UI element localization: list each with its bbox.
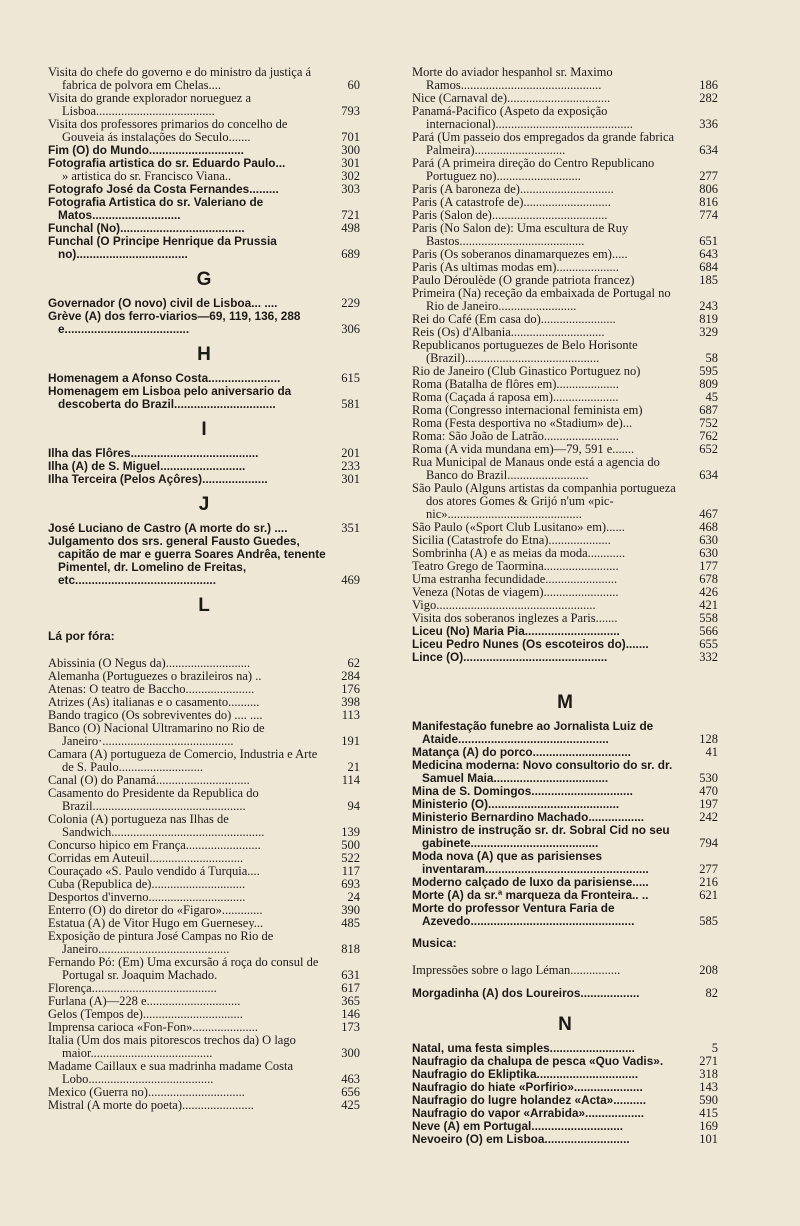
index-entry [412,66,718,92]
entry-title: São Paulo («Sport Club Lusitano» em)...... [412,520,625,534]
section-letter-g: G [196,269,212,290]
entry-title: Florença........................................ [48,981,217,995]
entry-title: Medicina moderna: Novo consultorio do sr. dr. Samuel Maia................................... [412,758,673,785]
i-entries [48,447,360,486]
entry-title: Exposição de pintura José Campas no Rio de Janeiro.......................................... [48,929,274,956]
entry-title: Manifestação funebre ao Jornalista Luiz de Ataide.............................................. [412,719,654,746]
entry-title: Naufragio do lugre holandez «Acta».......... [412,1093,647,1107]
musica-label: Musica: [412,936,457,950]
entry-page-number: 463 [341,1072,360,1086]
index-entry [48,813,360,839]
index-entry [412,651,718,664]
index-entry [412,456,718,482]
entry-title: Desportos d'inverno............................... [48,890,246,904]
entry-page-number: 500 [341,838,360,852]
entry-page-number: 186 [699,78,718,92]
entry-page-number: 303 [341,182,360,196]
entry-title: Roma (Festa desportiva no «Stadium» de)... [412,416,633,430]
entry-title: Gelos (Tempos de)................................ [48,1007,243,1021]
entry-title: Ilha (A) de S. Miguel.......................... [48,459,246,473]
index-entry [412,105,718,131]
entry-title: Ilha Terceira (Pelos Açôres).................... [48,472,268,486]
index-entry [412,759,718,785]
entry-title: Casamento do Presidente da Republica do Brazil................................................. [48,786,259,813]
index-entry [412,720,718,746]
entry-page-number: 762 [699,429,718,443]
entry-page-number: 617 [341,981,360,995]
index-entry [48,787,360,813]
entry-title: Julgamento dos srs. general Fausto Guedes, capitão de mar e guerra Soares Andrêa, tenente Pimentel, dr. Lomelino de Freitas, etc........................................... [48,534,326,587]
entry-title: Bando tragico (Os sobreviventes do) .... .... [48,708,263,722]
entry-page-number: 684 [699,260,718,274]
entry-title: Grève (A) dos ferro-viarios—69, 119, 136, 288 e...................................... [48,309,301,336]
entry-page-number: 498 [341,221,360,235]
entry-title: Visita do grande explorador norueguez a Lisboa...................................... [48,91,251,118]
index-entry [412,222,718,248]
index-entry [412,964,718,977]
index-entry [48,722,360,748]
entry-title: Pará (Um passeio dos empregados da grande fabrica Palmeira)............................. [412,130,675,157]
entry-title: Lince (O)............................................ [412,650,608,664]
entry-page-number: 242 [699,810,718,824]
entry-page-number: 177 [699,559,718,573]
index-entry [48,1099,360,1112]
entry-title: Rio de Janeiro (Club Ginastico Portuguez no) [412,364,641,378]
entry-title: Funchal (No)...................................... [48,221,245,235]
index-entry [48,92,360,118]
section-letter-j: J [198,494,210,515]
entry-page-number: 24 [347,890,360,904]
entry-page-number: 201 [341,446,360,460]
entry-title: Nice (Carnaval de)................................. [412,91,611,105]
section-letter-n: N [558,1014,572,1035]
entry-page-number: 426 [699,585,718,599]
entry-title: Ministerio (O)........................................ [412,797,620,811]
section-letter-m: M [557,692,573,713]
entry-title: Homenagem em Lisboa pelo aniversario da descoberta do Brazil............................... [48,384,292,411]
g-entries [48,297,360,336]
entry-page-number: 467 [699,507,718,521]
entry-page-number: 41 [705,745,718,759]
entry-title: Ministro de instrução sr. dr. Sobral Cid no seu gabinete....................................... [412,823,670,850]
entry-title: Roma (Caçada á raposa em)..................... [412,390,619,404]
entry-page-number: 390 [341,903,360,917]
entry-page-number: 774 [699,208,718,222]
index-entry [48,956,360,982]
entry-title: Abissinia (O Negus da)........................... [48,656,251,670]
index-entry [48,930,360,956]
f-group [48,144,360,261]
j-entries [48,522,360,587]
entry-title: Funchal (O Principe Henrique da Prussia no).................................. [48,234,277,261]
index-entry [412,850,718,876]
entry-title: Alemanha (Portuguezes o brazileiros na) .. [48,669,262,683]
entry-title: Primeira (Na) receção da embaixada de Portugal no Rio de Janeiro......................... [412,286,671,313]
entry-page-number: 651 [699,234,718,248]
entry-page-number: 101 [699,1132,718,1146]
entry-page-number: 277 [699,169,718,183]
entry-title: Ilha das Flôres....................................... [48,446,259,460]
entry-title: Vigo................................................... [412,598,596,612]
entry-title: Roma (Batalha de flôres em).................... [412,377,619,391]
entry-title: Morte do aviador hespanhol sr. Maximo Ramos............................................. [412,65,613,92]
index-entry [48,385,360,411]
entry-title: Paris (No Salon de): Uma escultura de Ruy Bastos........................................ [412,221,629,248]
entry-page-number: 21 [347,760,360,774]
entry-title: Liceu (No) Maria Pia............................. [412,624,620,638]
entry-title: Ministerio Bernardino Machado................. [412,810,645,824]
entry-page-number: 818 [341,942,360,956]
entry-title: Concurso hipico em França........................ [48,838,261,852]
h-entries [48,372,360,411]
entry-page-number: 332 [699,650,718,664]
entry-page-number: 300 [341,143,360,157]
index-entry [412,902,718,928]
entry-page-number: 689 [341,247,360,261]
entry-title: Morte do professor Ventura Faria de Azevedo.................................................. [412,901,635,928]
entry-title: Naufragio do hiate «Porfirio»..................... [412,1080,643,1094]
entry-page-number: 530 [699,771,718,785]
index-entry [412,482,718,521]
entry-title: Morte (A) da sr.ª marqueza da Fronteira.. .. [412,888,649,902]
index-entry [48,118,360,144]
entry-title: Nevoeiro (O) em Lisboa.......................... [412,1132,630,1146]
entry-page-number: 806 [699,182,718,196]
index-entry [48,1060,360,1086]
entry-title: Canal (O) do Panamá.............................. [48,773,250,787]
entry-page-number: 652 [699,442,718,456]
entry-page-number: 522 [341,851,360,865]
entry-page-number: 58 [705,351,718,365]
entry-page-number: 185 [699,273,718,287]
entry-title: Estatua (A) de Vitor Hugo em Guernesey... [48,916,264,930]
entry-page-number: 146 [341,1007,360,1021]
entry-title: Mexico (Guerra no)............................... [48,1085,245,1099]
entry-page-number: 421 [699,598,718,612]
entry-page-number: 94 [347,799,360,813]
entry-page-number: 655 [699,637,718,651]
entry-page-number: 271 [699,1054,718,1068]
entry-page-number: 615 [341,371,360,385]
entry-page-number: 585 [699,914,718,928]
entry-title: Fernando Pó: (Em) Uma excursão á roça do consul de Portugal sr. Joaquim Machado. [48,955,319,982]
index-entry [48,748,360,774]
morgadinha-entry [412,987,718,1000]
entry-page-number: 470 [699,784,718,798]
entry-page-number: 643 [699,247,718,261]
entry-page-number: 634 [699,143,718,157]
entry-title: Italia (Um dos mais pitorescos trechos da) O lago maior....................................... [48,1033,296,1060]
la-por-fora-label: Lá por fóra: [48,629,115,643]
entry-page-number: 117 [341,864,360,878]
entry-title: Furlana (A)—228 e.............................. [48,994,241,1008]
entry-page-number: 5 [711,1041,718,1055]
entry-page-number: 398 [341,695,360,709]
entry-title: Paris (As ultimas modas em).................... [412,260,619,274]
entry-title: Paris (Salon de)..................................... [412,208,608,222]
section-letter-l: L [198,595,210,616]
entry-page-number: 687 [699,403,718,417]
entry-title: Atrizes (As) italianas e o casamento.......... [48,695,260,709]
entry-title: Camara (A) portugueza de Comercio, Industria e Arte de S. Paulo........................... [48,747,318,774]
entry-title: Madame Caillaux e sua madrinha madame Costa Lobo........................................ [48,1059,294,1086]
l-continued-entries [412,66,718,664]
entry-page-number: 139 [341,825,360,839]
entry-title: Pará (A primeira direção do Centro Republicano Portuguez no)........................... [412,156,655,183]
m-entries [412,720,718,928]
entry-page-number: 169 [699,1119,718,1133]
entry-page-number: 82 [705,986,718,1000]
v-group [48,66,360,144]
entry-title: Rei do Café (Em casa do)........................ [412,312,616,326]
entry-page-number: 176 [341,682,360,696]
entry-page-number: 216 [699,875,718,889]
entry-title: Reis (Os) d'Albania.............................. [412,325,605,339]
entry-page-number: 693 [341,877,360,891]
entry-page-number: 306 [341,322,360,336]
entry-title: Rua Municipal de Manaus onde está a agencia do Banco do Brazil.......................... [412,455,660,482]
entry-page-number: 793 [341,104,360,118]
entry-title: Homenagem a Afonso Costa...................... [48,371,281,385]
entry-title: Fotografo José da Costa Fernandes......... [48,182,279,196]
entry-page-number: 566 [699,624,718,638]
index-entry [412,157,718,183]
entry-page-number: 60 [347,78,360,92]
entry-title: Neve (A) em Portugal............................ [412,1119,624,1133]
entry-page-number: 415 [699,1106,718,1120]
entry-page-number: 208 [699,963,718,977]
entry-page-number: 809 [699,377,718,391]
entry-title: Roma (A vida mundana em)—79, 591 e....... [412,442,635,456]
entry-title: Paris (A baroneza de).............................. [412,182,614,196]
entry-title: Republicanos portuguezes de Belo Horisonte (Brazil)........................................... [412,338,638,365]
index-entry [412,339,718,365]
entry-title: Naufragio da chalupa de pesca «Quo Vadis». [412,1054,664,1068]
entry-page-number: 229 [341,296,360,310]
entry-page-number: 284 [341,669,360,683]
entry-title: Atenas: O teatro de Baccho...................... [48,682,255,696]
entry-title: Teatro Grego de Taormina........................ [412,559,619,573]
entry-page-number: 277 [699,862,718,876]
entry-page-number: 300 [341,1046,360,1060]
entry-page-number: 752 [699,416,718,430]
entry-page-number: 197 [699,797,718,811]
entry-page-number: 581 [341,397,360,411]
index-entry [48,1034,360,1060]
entry-title: Paris (A catastrofe de)............................ [412,195,611,209]
entry-title: Matança (A) do porco.............................. [412,745,631,759]
index-entry [48,66,360,92]
index-entry [412,131,718,157]
entry-page-number: 468 [699,520,718,534]
entry-title: Banco (O) Nacional Ultramarino no Rio de Janeiro·.......................................... [48,721,265,748]
entry-page-number: 143 [699,1080,718,1094]
entry-page-number: 45 [705,390,718,404]
entry-title: Veneza (Notas de viagem)........................ [412,585,619,599]
entry-page-number: 282 [699,91,718,105]
right-column [412,66,718,1146]
left-column [48,66,360,1112]
entry-page-number: 656 [341,1085,360,1099]
entry-title: Corridas em Auteuil.............................. [48,851,244,865]
entry-title: Colonia (A) portugueza nas Ilhas de Sandwich................................................. [48,812,265,839]
entry-page-number: 595 [699,364,718,378]
entry-page-number: 301 [341,156,360,170]
entry-page-number: 621 [699,888,718,902]
entry-page-number: 173 [341,1020,360,1034]
l-entries [48,657,360,1112]
entry-page-number: 329 [699,325,718,339]
entry-page-number: 114 [341,773,360,787]
entry-title: Liceu Pedro Nunes (Os escoteiros do)....... [412,637,649,651]
index-entry [412,987,718,1000]
index-entry [48,196,360,222]
entry-page-number: 816 [699,195,718,209]
n-entries [412,1042,718,1146]
entry-page-number: 721 [341,208,360,222]
index-entry [412,1133,718,1146]
entry-page-number: 634 [699,468,718,482]
entry-title: Cuba (Republica de).............................. [48,877,246,891]
index-entry [412,287,718,313]
entry-title: Imprensa carioca «Fon-Fon»..................... [48,1020,259,1034]
entry-title: Naufragio do vapor «Arrabida».................. [412,1106,645,1120]
entry-page-number: 191 [341,734,360,748]
entry-title: Sicilia (Catastrofe do Etna).................... [412,533,611,547]
entry-page-number: 701 [341,130,360,144]
entry-title: Paris (Os soberanos dinamarquezes em)..... [412,247,628,261]
entry-title: Visita dos professores primarios do concelho de Gouveia ás instalações do Seculo....... [48,117,288,144]
entry-page-number: 62 [347,656,360,670]
entry-title: Roma: São João de Latrão........................ [412,429,619,443]
entry-title: Natal, uma festa simples.......................... [412,1041,635,1055]
entry-page-number: 301 [341,472,360,486]
entry-page-number: 113 [341,708,360,722]
entry-title: Fim (O) do Mundo............................. [48,143,244,157]
entry-page-number: 318 [699,1067,718,1081]
section-letter-i: I [201,419,207,440]
entry-page-number: 365 [341,994,360,1008]
entry-title: Uma estranha fecundidade....................... [412,572,618,586]
entry-title: Impressões sobre o lago Léman................ [412,963,621,977]
index-entry [48,235,360,261]
entry-page-number: 631 [341,968,360,982]
entry-title: Visita do chefe do governo e do ministro da justiça á fabrica de polvora em Chelas.... [48,65,312,92]
entry-page-number: 819 [699,312,718,326]
entry-page-number: 233 [341,459,360,473]
entry-title: Moderno calçado de luxo da parisiense..... [412,875,649,889]
entry-title: Mistral (A morte do poeta)....................... [48,1098,254,1112]
index-entry [48,310,360,336]
entry-title: » artistica do sr. Francisco Viana.. [62,169,232,183]
index-entry [48,473,360,486]
entry-page-number: 485 [341,916,360,930]
entry-page-number: 678 [699,572,718,586]
entry-page-number: 128 [699,732,718,746]
entry-page-number: 336 [699,117,718,131]
entry-page-number: 590 [699,1093,718,1107]
entry-page-number: 794 [699,836,718,850]
index-entry [48,535,360,587]
entry-title: Mina de S. Domingos............................... [412,784,633,798]
entry-page-number: 302 [341,169,360,183]
entry-title: São Paulo (Alguns artistas da companhia portugueza dos atores Gomes & Grijó n'um «pic-nic»........................................... [412,481,676,521]
index-entry [412,824,718,850]
entry-title: Visita dos soberanos inglezes a Paris....... [412,611,618,625]
entry-page-number: 351 [341,521,360,535]
musica-entries [412,964,718,977]
entry-title: Sombrinha (A) e as meias da moda............ [412,546,626,560]
entry-title: Moda nova (A) que as parisienses inventaram.................................................. [412,849,649,876]
entry-title: Fotografia artistica do sr. Eduardo Paulo... [48,156,286,170]
section-letter-h: H [197,344,211,365]
entry-page-number: 630 [699,546,718,560]
entry-title: Enterro (O) do diretor do «Figaro»............. [48,903,263,917]
entry-title: Paulo Déroulède (O grande patriota francez) [412,273,635,287]
entry-page-number: 630 [699,533,718,547]
entry-title: Fotografia Artistica do sr. Valeriano de Matos........................... [48,195,264,222]
entry-page-number: 243 [699,299,718,313]
entry-title: Governador (O novo) civil de Lisboa... .... [48,296,278,310]
entry-title: José Luciano de Castro (A morte do sr.) .... [48,521,288,535]
entry-title: Roma (Congresso internacional feminista em) [412,403,643,417]
entry-title: Couraçado «S. Paulo vendido á Turquia.... [48,864,260,878]
entry-title: Panamá-Pacifico (Aspeto da exposição internacional)............................................ [412,104,633,131]
entry-title: Naufragio do Ekliptika............................... [412,1067,639,1081]
entry-page-number: 558 [699,611,718,625]
entry-page-number: 425 [341,1098,360,1112]
entry-page-number: 469 [341,573,360,587]
entry-title: Morgadinha (A) dos Loureiros.................. [412,986,640,1000]
